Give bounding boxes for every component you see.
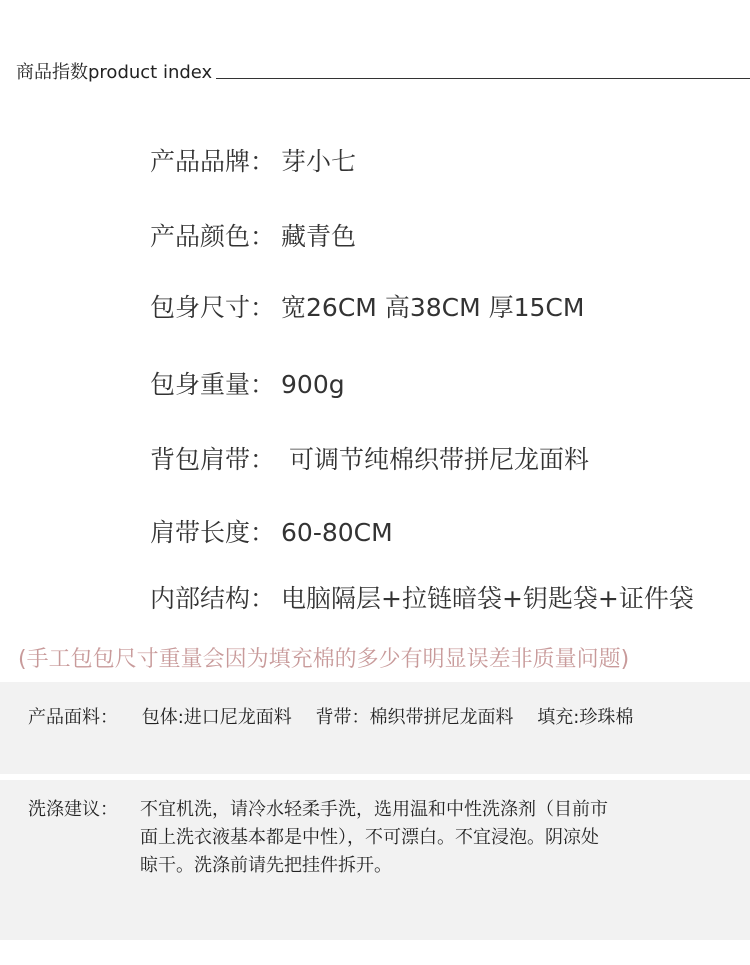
spec-separator: ： — [250, 445, 276, 474]
material-band — [0, 682, 750, 774]
wash-line: 晾干。洗涤前请先把挂件拆开。 — [140, 855, 392, 876]
wash-band — [0, 780, 750, 940]
material-filling: 填充:珍珠棉 — [537, 707, 634, 728]
material-strap: 背带：棉织带拼尼龙面料 — [315, 707, 514, 728]
product-index-header — [16, 60, 750, 84]
spec-separator: ： — [250, 370, 276, 399]
spec-value: 可调节纯棉织带拼尼龙面料 — [281, 445, 589, 474]
spec-value: 900g — [281, 370, 345, 399]
header-divider-line — [216, 78, 750, 79]
spec-label: 肩带长度 — [150, 518, 251, 547]
spec-label: 包身尺寸 — [150, 293, 251, 322]
wash-label: 洗涤建议： — [28, 799, 118, 820]
spec-separator: ： — [250, 222, 276, 251]
material-label: 产品面料： — [28, 707, 118, 728]
spec-value: 60-80CM — [281, 518, 393, 547]
spec-label: 内部结构 — [150, 584, 251, 613]
material-line — [28, 704, 651, 732]
wash-text — [140, 796, 730, 880]
spec-row-strap-length — [150, 516, 393, 550]
spec-separator: ： — [250, 518, 276, 547]
spec-label: 产品品牌 — [150, 147, 251, 176]
spec-separator: ： — [250, 293, 276, 322]
product-index-title: 商品指数product index — [16, 62, 213, 83]
spec-value: 电脑隔层+拉链暗袋+钥匙袋+证件袋 — [281, 584, 694, 613]
spec-value: 芽小七 — [281, 147, 357, 176]
spec-label: 包身重量 — [150, 370, 251, 399]
material-body: 包体:进口尼龙面料 — [141, 707, 292, 728]
wash-line: 不宜机洗，请冷水轻柔手洗，选用温和中性洗涤剂（目前市 — [140, 799, 608, 820]
wash-line: 面上洗衣液基本都是中性），不可漂白。不宜浸泡。阴凉处 — [140, 827, 599, 848]
spec-row-weight — [150, 368, 345, 402]
spec-row-strap — [150, 443, 589, 477]
spec-label: 背包肩带 — [150, 445, 251, 474]
spec-separator: ： — [250, 584, 276, 613]
spec-row-structure — [150, 582, 694, 616]
spec-row-color — [150, 220, 356, 254]
spec-separator: ： — [250, 147, 276, 176]
spec-label: 产品颜色 — [150, 222, 251, 251]
spec-row-brand — [150, 145, 356, 179]
spec-value: 藏青色 — [281, 222, 357, 251]
size-weight-note: (手工包包尺寸重量会因为填充棉的多少有明显误差非质量问题) — [18, 647, 630, 672]
spec-row-size — [150, 291, 584, 325]
spec-value: 宽26CM 高38CM 厚15CM — [281, 293, 585, 322]
